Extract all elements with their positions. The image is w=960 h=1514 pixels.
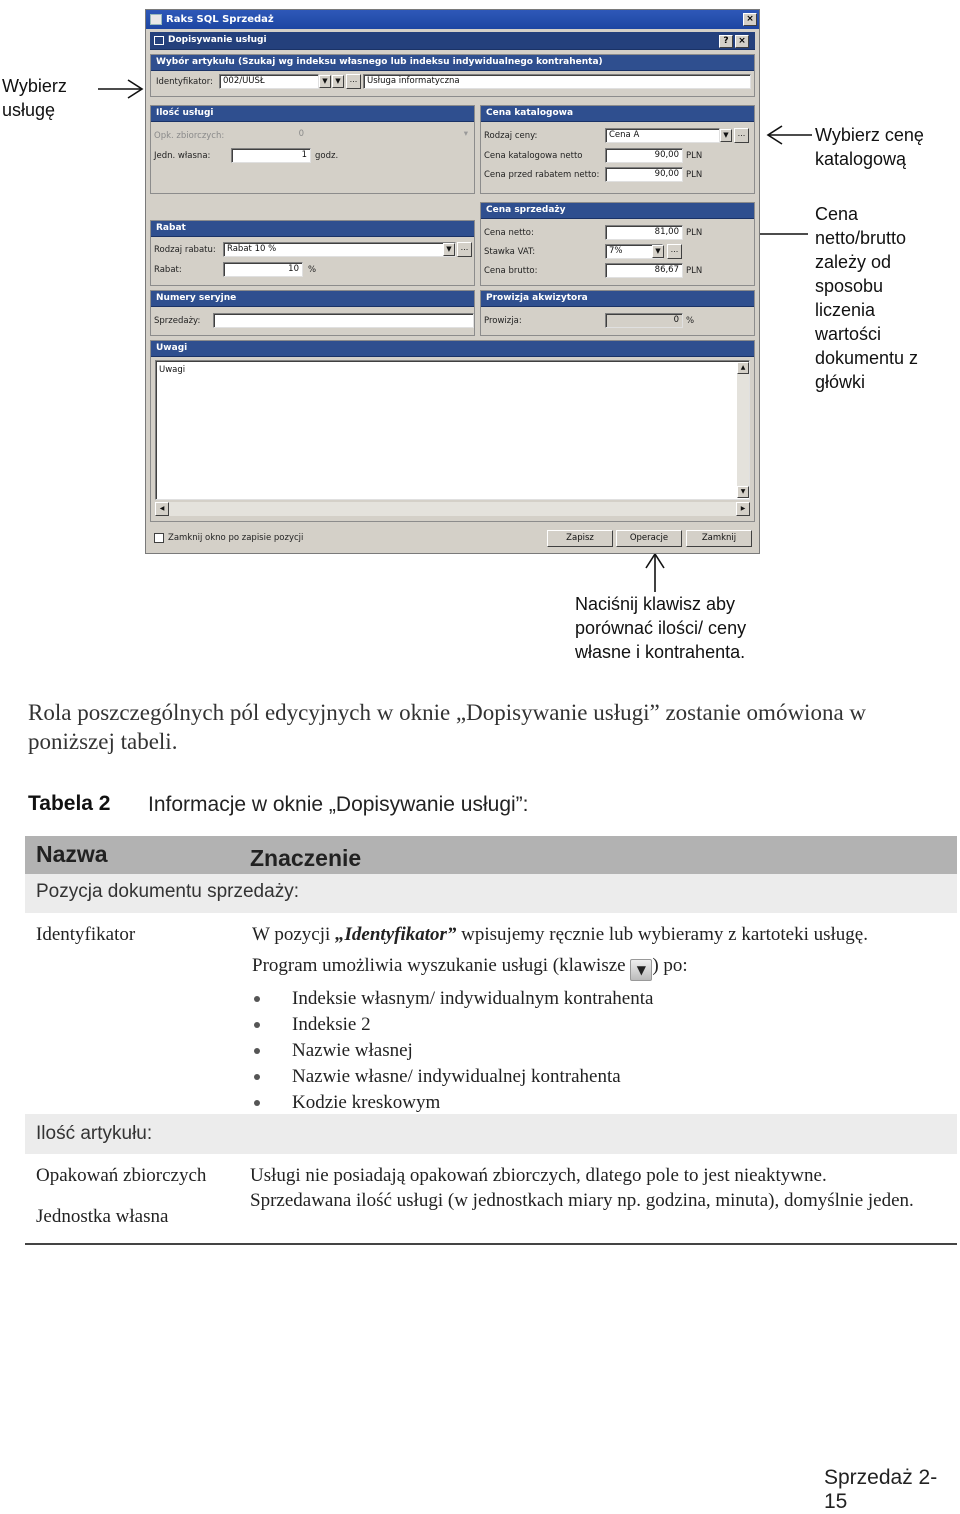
own-unit-input[interactable]: 1 <box>231 148 311 163</box>
scroll-left-button[interactable]: ◀ <box>155 502 169 516</box>
discount-unit: % <box>308 265 317 275</box>
row-bulk-name: Opakowań zbiorczych <box>36 1165 207 1186</box>
serial-sold-input[interactable] <box>213 313 474 328</box>
commission-unit: % <box>686 316 695 326</box>
bullet-icon <box>254 1100 260 1106</box>
commission-input: 0 <box>605 313 683 328</box>
table-bottom-rule <box>25 1243 957 1245</box>
table-label: Tabela 2 <box>28 792 111 815</box>
row-identifier-text2-pre: Program umożliwia wyszukanie usługi (klawisze <box>252 955 631 976</box>
own-unit-label: Jedn. własna: <box>154 151 211 161</box>
close-after-save-checkbox[interactable] <box>154 533 164 543</box>
own-unit-name: godz. <box>315 151 339 161</box>
article-select-header: Wybór artykułu (Szukaj wg indeksu własnego lub indeksu indywidualnego kontrahenta) <box>151 55 754 71</box>
arrow-left-icon <box>764 124 814 146</box>
intro-paragraph: Rola poszczególnych pól edycyjnych w oknie „Dopisywanie usługi” zostanie omówiona w poniższej tabeli. <box>28 700 867 754</box>
column-name-header: Nazwa <box>36 841 108 867</box>
row-identifier-text2-post: ) po: <box>652 955 688 976</box>
bullet-icon <box>254 1074 260 1080</box>
discount-header: Rabat <box>151 221 474 237</box>
scroll-down-button[interactable]: ▼ <box>737 486 749 498</box>
scroll-right-button[interactable]: ▶ <box>736 502 750 516</box>
commission-panel <box>480 290 755 336</box>
commission-label: Prowizja: <box>484 316 522 326</box>
list-item: Indeksie własnym/ indywidualnym kontrahenta <box>292 988 654 1009</box>
scroll-up-button[interactable]: ▲ <box>737 362 749 374</box>
table-caption: Informacje w oknie „Dopisywanie usługi”: <box>148 793 529 816</box>
identifier-label: Identyfikator: <box>156 77 213 87</box>
page-footer: Sprzedaż 2-15 <box>824 1466 938 1513</box>
arrow-right-icon <box>96 78 146 100</box>
price-before-discount-currency: PLN <box>686 170 703 180</box>
catalog-net-input: 90,00 <box>605 148 683 163</box>
bullet-icon <box>254 1048 260 1054</box>
grid-icon <box>154 36 164 45</box>
operations-button[interactable]: Operacje <box>616 530 682 547</box>
save-button[interactable]: Zapisz <box>547 530 613 547</box>
discount-value-label: Rabat: <box>154 265 182 275</box>
identifier-search-button[interactable]: ▼ <box>332 75 344 88</box>
identifier-dropdown-button[interactable]: ▼ <box>319 75 331 88</box>
bullet-icon <box>254 996 260 1002</box>
list-item: Indeksie 2 <box>292 1014 371 1035</box>
serial-sold-label: Sprzedaży: <box>154 316 201 326</box>
row-unit-text: Sprzedawana ilość usługi (w jednostkach miary np. godzina, minuta), domyślnie jeden. <box>250 1190 914 1211</box>
vat-rate-select[interactable]: 7% <box>605 244 663 259</box>
window-close-button[interactable]: × <box>743 13 757 26</box>
serial-numbers-panel <box>150 290 475 336</box>
table-header-row <box>25 836 957 874</box>
discount-value-input[interactable]: 10 <box>223 262 303 277</box>
vat-rate-browse-button[interactable]: ... <box>667 244 682 259</box>
discount-type-select[interactable]: Rabat 10 % <box>223 242 456 257</box>
close-button[interactable]: Zamknij <box>686 530 752 547</box>
sale-price-panel <box>480 202 755 286</box>
identifier-browse-button[interactable]: ... <box>346 74 361 89</box>
annotation-select-service: Wybierz usługę <box>2 76 67 120</box>
section-document-position: Pozycja dokumentu sprzedaży: <box>36 881 299 902</box>
window-titlebar <box>146 10 759 29</box>
vat-rate-label: Stawka VAT: <box>484 247 536 257</box>
price-type-dropdown-button[interactable]: ▼ <box>720 129 732 142</box>
catalog-price-header: Cena katalogowa <box>481 106 754 122</box>
row-identifier-text2 <box>252 953 688 981</box>
discount-type-dropdown-button[interactable]: ▼ <box>443 243 455 256</box>
catalog-net-currency: PLN <box>686 151 703 161</box>
serial-numbers-header: Numery seryjne <box>151 291 474 307</box>
notes-panel <box>150 340 755 522</box>
annotation-select-catalog-price: Wybierz cenę katalogową <box>815 125 924 169</box>
notes-textarea[interactable]: Uwagi <box>155 360 750 500</box>
list-item: Kodzie kreskowym <box>292 1092 441 1113</box>
dropdown-key-icon: ▼ <box>630 959 652 981</box>
sale-net-label: Cena netto: <box>484 228 534 238</box>
dialog-header <box>150 32 755 50</box>
row-identifier-text-em: „Identyfikator” <box>335 924 457 945</box>
identifier-input[interactable]: 002/UUSŁ <box>219 74 319 89</box>
row-identifier-text <box>252 922 952 947</box>
dialog-help-button[interactable]: ? <box>719 35 733 48</box>
quantity-panel: Ilość usługi Opk. zbiorczych: 0 ▾ Jedn. własna: 1 godz. <box>150 105 475 194</box>
price-before-discount-input: 90,00 <box>605 167 683 182</box>
article-select-panel <box>150 54 755 97</box>
sale-gross-input[interactable]: 86,67 <box>605 263 683 278</box>
notes-hscrollbar[interactable] <box>155 502 750 516</box>
vat-rate-dropdown-button[interactable]: ▼ <box>652 245 664 258</box>
notes-scrollbar[interactable] <box>737 362 749 498</box>
annotation-net-gross: Cena netto/brutto zależy od sposobu liczenia wartości dokumentu z główki <box>815 204 919 392</box>
service-name-field: Usługa informatyczna <box>363 74 751 89</box>
close-after-save-label: Zamknij okno po zapisie pozycji <box>168 533 304 543</box>
bulk-packages-input: 0 <box>231 128 307 143</box>
price-before-discount-label: Cena przed rabatem netto: <box>484 170 600 180</box>
price-type-label: Rodzaj ceny: <box>484 131 538 141</box>
catalog-net-label: Cena katalogowa netto <box>484 151 583 161</box>
row-bulk-text: Usługi nie posiadają opakowań zbiorczych, dlatego pole to jest nieaktywne. <box>250 1165 827 1186</box>
discount-type-browse-button[interactable]: ... <box>457 242 472 257</box>
commission-header: Prowizja akwizytora <box>481 291 754 307</box>
notes-header: Uwagi <box>151 341 754 357</box>
row-identifier-name: Identyfikator <box>36 924 136 945</box>
sale-price-header: Cena sprzedaży <box>481 203 754 219</box>
list-item: Nazwie własnej <box>292 1040 413 1061</box>
dialog-title: Dopisywanie usługi <box>168 35 267 45</box>
column-meaning-header: Znaczenie <box>250 845 362 871</box>
bullet-icon <box>254 1022 260 1028</box>
row-identifier-text-pre: W pozycji <box>252 924 336 945</box>
window-title: Raks SQL Sprzedaż <box>166 14 274 25</box>
discount-panel <box>150 220 475 286</box>
row-unit-name: Jednostka własna <box>36 1206 169 1227</box>
sale-gross-currency: PLN <box>686 266 703 276</box>
annotation-press-button: Naciśnij klawisz aby porównać ilości/ ceny własne i kontrahenta. <box>575 594 747 662</box>
catalog-price-panel <box>480 105 755 194</box>
row-identifier-text-post: wpisujemy ręcznie lub wybieramy z kartoteki usługę. <box>456 924 868 945</box>
discount-type-label: Rodzaj rabatu: <box>154 245 216 255</box>
arrow-up-icon <box>644 550 666 594</box>
table-section-row <box>25 1114 957 1154</box>
section-item-quantity: Ilość artykułu: <box>36 1123 153 1144</box>
sale-net-currency: PLN <box>686 228 703 238</box>
price-type-browse-button[interactable]: ... <box>734 128 749 143</box>
app-window <box>145 9 760 554</box>
dialog-close-button[interactable]: × <box>735 35 749 48</box>
app-icon <box>150 14 162 25</box>
list-item: Nazwie własne/ indywidualnej kontrahenta <box>292 1066 621 1087</box>
bulk-packages-label: Opk. zbiorczych: <box>154 131 225 141</box>
sale-gross-label: Cena brutto: <box>484 266 538 276</box>
sale-net-input[interactable]: 81,00 <box>605 225 683 240</box>
price-type-select[interactable]: Cena A <box>605 128 720 143</box>
quantity-header: Ilość usługi <box>151 106 474 122</box>
